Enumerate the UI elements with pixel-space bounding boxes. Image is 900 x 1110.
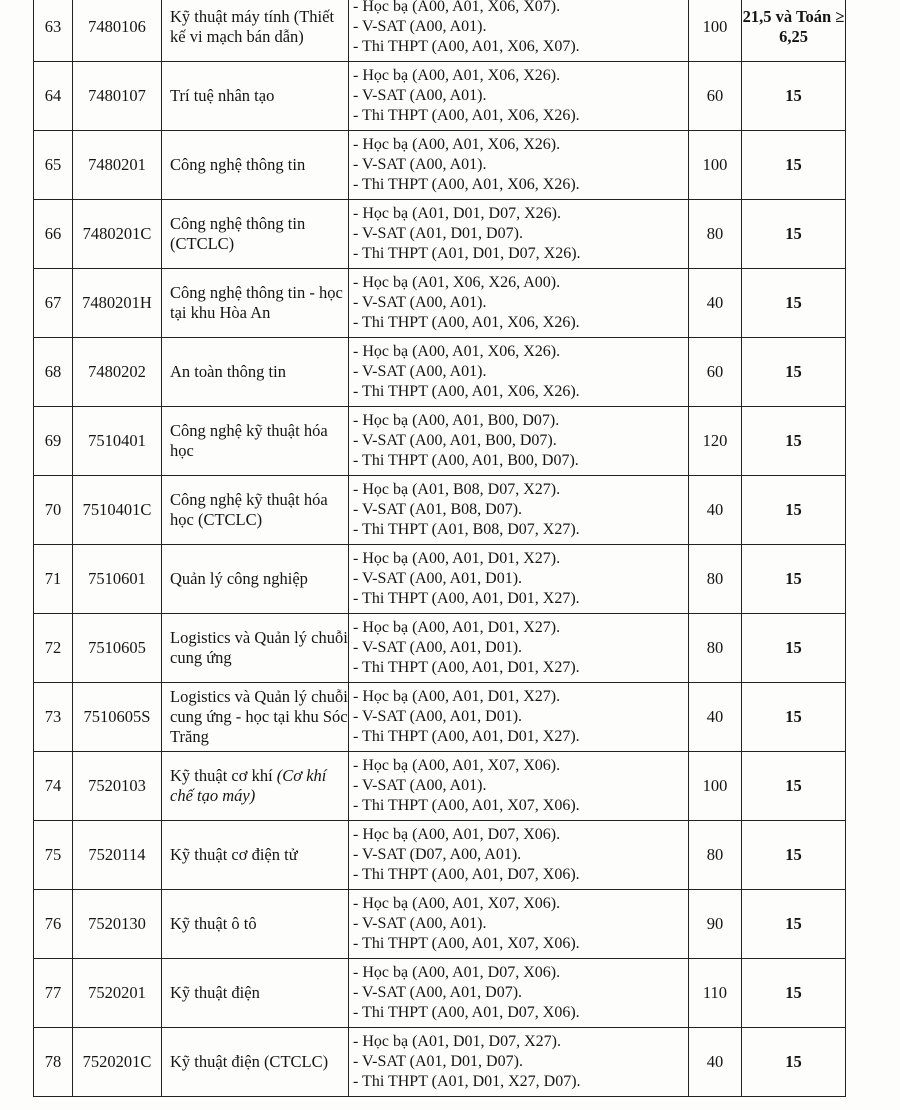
major-code: 7480202 <box>73 338 162 407</box>
admission-methods <box>349 62 689 131</box>
major-name: Kỹ thuật điện (CTCLC) <box>162 1028 349 1097</box>
table-row <box>34 407 846 476</box>
method-line: - Thi THPT (A01, D01, X27, D07). <box>353 1073 581 1090</box>
method-line: - V-SAT (D07, A00, A01). <box>353 846 522 863</box>
quota: 110 <box>689 959 742 1028</box>
method-line: - Học bạ (A00, A01, X07, X06). <box>353 757 561 774</box>
quota: 80 <box>689 821 742 890</box>
major-code: 7510605S <box>73 683 162 752</box>
table-row <box>34 890 846 959</box>
admission-table <box>33 0 846 1097</box>
admission-methods <box>349 752 689 821</box>
method-line: - V-SAT (A00, A01). <box>353 18 487 35</box>
major-name: An toàn thông tin <box>162 338 349 407</box>
table-row <box>34 959 846 1028</box>
min-score: 15 <box>742 545 846 614</box>
table-row <box>34 338 846 407</box>
admission-methods <box>349 890 689 959</box>
major-code: 7520103 <box>73 752 162 821</box>
row-number: 72 <box>34 614 73 683</box>
method-line: - Học bạ (A00, A01, D01, X27). <box>353 550 561 567</box>
min-score: 15 <box>742 338 846 407</box>
table-row <box>34 62 846 131</box>
row-number: 68 <box>34 338 73 407</box>
row-number: 74 <box>34 752 73 821</box>
min-score: 15 <box>742 131 846 200</box>
method-line: - Thi THPT (A00, A01, D01, X27). <box>353 728 580 745</box>
major-code: 7480106 <box>73 0 162 62</box>
major-name: Công nghệ thông tin (CTCLC) <box>162 200 349 269</box>
major-name-specialization: (Cơ khí chế tạo máy) <box>170 766 327 805</box>
method-line: - Thi THPT (A00, A01, X07, X06). <box>353 935 580 952</box>
admission-methods <box>349 821 689 890</box>
quota: 40 <box>689 269 742 338</box>
major-code: 7520114 <box>73 821 162 890</box>
method-line: - Thi THPT (A00, A01, D07, X06). <box>353 866 580 883</box>
row-number: 64 <box>34 62 73 131</box>
table-row <box>34 545 846 614</box>
method-line: - Học bạ (A00, A01, D07, X06). <box>353 964 561 981</box>
table-body <box>34 0 846 1097</box>
major-code: 7510401 <box>73 407 162 476</box>
quota: 100 <box>689 752 742 821</box>
method-line: - V-SAT (A00, A01). <box>353 87 487 104</box>
row-number: 69 <box>34 407 73 476</box>
table-row <box>34 821 846 890</box>
method-line: - V-SAT (A00, A01). <box>353 363 487 380</box>
quota: 100 <box>689 131 742 200</box>
table-row <box>34 200 846 269</box>
quota: 60 <box>689 338 742 407</box>
major-code: 7520201C <box>73 1028 162 1097</box>
major-code: 7480201C <box>73 200 162 269</box>
row-number: 73 <box>34 683 73 752</box>
method-line: - V-SAT (A00, A01, D01). <box>353 570 523 587</box>
admission-methods <box>349 200 689 269</box>
admission-methods <box>349 614 689 683</box>
method-line: - Học bạ (A00, A01, D01, X27). <box>353 688 561 705</box>
row-number: 65 <box>34 131 73 200</box>
min-score: 15 <box>742 62 846 131</box>
row-number: 71 <box>34 545 73 614</box>
major-name: Công nghệ kỹ thuật hóa học <box>162 407 349 476</box>
method-line: - V-SAT (A01, D01, D07). <box>353 225 523 242</box>
major-code: 7520130 <box>73 890 162 959</box>
major-name <box>162 752 349 821</box>
row-number: 77 <box>34 959 73 1028</box>
major-code: 7510401C <box>73 476 162 545</box>
method-line: - V-SAT (A01, D01, D07). <box>353 1053 523 1070</box>
method-line: - Thi THPT (A01, B08, D07, X27). <box>353 521 580 538</box>
admission-methods <box>349 1028 689 1097</box>
method-line: - Học bạ (A00, A01, D01, X27). <box>353 619 561 636</box>
quota: 60 <box>689 62 742 131</box>
method-line: - Thi THPT (A01, D01, D07, X26). <box>353 245 581 262</box>
major-code: 7520201 <box>73 959 162 1028</box>
row-number: 70 <box>34 476 73 545</box>
admission-methods <box>349 959 689 1028</box>
major-name: Kỹ thuật cơ điện tử <box>162 821 349 890</box>
min-score: 15 <box>742 959 846 1028</box>
method-line: - V-SAT (A00, A01). <box>353 294 487 311</box>
method-line: - V-SAT (A00, A01, D01). <box>353 639 523 656</box>
method-line: - Học bạ (A00, A01, B00, D07). <box>353 412 560 429</box>
method-line: - Thi THPT (A00, A01, B00, D07). <box>353 452 579 469</box>
method-line: - Thi THPT (A00, A01, X06, X26). <box>353 176 580 193</box>
table-row <box>34 476 846 545</box>
major-name: Logistics và Quản lý chuỗi cung ứng - học tại khu Sóc Trăng <box>162 683 349 752</box>
table-row <box>34 752 846 821</box>
quota: 90 <box>689 890 742 959</box>
major-code: 7480107 <box>73 62 162 131</box>
min-score: 15 <box>742 752 846 821</box>
table-row <box>34 1028 846 1097</box>
method-line: - Thi THPT (A00, A01, D01, X27). <box>353 590 580 607</box>
major-code: 7480201H <box>73 269 162 338</box>
table-row <box>34 131 846 200</box>
method-line: - Học bạ (A00, A01, X06, X26). <box>353 136 561 153</box>
admission-methods <box>349 338 689 407</box>
row-number: 75 <box>34 821 73 890</box>
major-name: Logistics và Quản lý chuỗi cung ứng <box>162 614 349 683</box>
method-line: - Học bạ (A01, X06, X26, A00). <box>353 274 561 291</box>
quota: 40 <box>689 476 742 545</box>
method-line: - V-SAT (A00, A01). <box>353 156 487 173</box>
method-line: - Thi THPT (A00, A01, X06, X26). <box>353 107 580 124</box>
row-number: 66 <box>34 200 73 269</box>
table-row <box>34 614 846 683</box>
row-number: 76 <box>34 890 73 959</box>
method-line: - Học bạ (A01, D01, D07, X27). <box>353 1033 561 1050</box>
min-score: 15 <box>742 269 846 338</box>
method-line: - Học bạ (A00, A01, X06, X26). <box>353 67 561 84</box>
row-number: 67 <box>34 269 73 338</box>
min-score: 15 <box>742 614 846 683</box>
admission-methods <box>349 407 689 476</box>
major-name: Trí tuệ nhân tạo <box>162 62 349 131</box>
min-score: 21,5 và Toán ≥ 6,25 <box>742 0 846 62</box>
major-name: Công nghệ kỹ thuật hóa học (CTCLC) <box>162 476 349 545</box>
major-code: 7480201 <box>73 131 162 200</box>
major-name: Quản lý công nghiệp <box>162 545 349 614</box>
min-score: 15 <box>742 407 846 476</box>
method-line: - Học bạ (A00, A01, X06, X26). <box>353 343 561 360</box>
major-name: Kỹ thuật máy tính (Thiết kế vi mạch bán dẫn) <box>162 0 349 62</box>
admission-methods <box>349 131 689 200</box>
table-row <box>34 0 846 62</box>
quota: 80 <box>689 545 742 614</box>
row-number: 63 <box>34 0 73 62</box>
method-line: - V-SAT (A00, A01, D07). <box>353 984 523 1001</box>
admission-methods <box>349 269 689 338</box>
method-line: - V-SAT (A00, A01). <box>353 915 487 932</box>
table-row <box>34 683 846 752</box>
min-score: 15 <box>742 476 846 545</box>
quota: 80 <box>689 200 742 269</box>
method-line: - V-SAT (A00, A01, B00, D07). <box>353 432 557 449</box>
quota: 100 <box>689 0 742 62</box>
table-row <box>34 269 846 338</box>
major-name: Kỹ thuật điện <box>162 959 349 1028</box>
method-line: - Học bạ (A00, A01, X06, X07). <box>353 0 561 15</box>
method-line: - V-SAT (A01, B08, D07). <box>353 501 523 518</box>
min-score: 15 <box>742 683 846 752</box>
quota: 80 <box>689 614 742 683</box>
major-name-main: Kỹ thuật cơ khí <box>170 766 273 785</box>
min-score: 15 <box>742 1028 846 1097</box>
admission-methods <box>349 683 689 752</box>
quota: 40 <box>689 683 742 752</box>
method-line: - Học bạ (A01, D01, D07, X26). <box>353 205 561 222</box>
method-line: - Thi THPT (A00, A01, D07, X06). <box>353 1004 580 1021</box>
method-line: - Thi THPT (A00, A01, X06, X26). <box>353 314 580 331</box>
method-line: - Thi THPT (A00, A01, X06, X07). <box>353 38 580 55</box>
method-line: - V-SAT (A00, A01). <box>353 777 487 794</box>
method-line: - Thi THPT (A00, A01, D01, X27). <box>353 659 580 676</box>
admission-methods <box>349 476 689 545</box>
min-score: 15 <box>742 821 846 890</box>
method-line: - Học bạ (A00, A01, D07, X06). <box>353 826 561 843</box>
major-name: Công nghệ thông tin <box>162 131 349 200</box>
method-line: - V-SAT (A00, A01, D01). <box>353 708 523 725</box>
row-number: 78 <box>34 1028 73 1097</box>
method-line: - Học bạ (A00, A01, X07, X06). <box>353 895 561 912</box>
major-code: 7510601 <box>73 545 162 614</box>
admission-methods <box>349 0 689 62</box>
admission-methods <box>349 545 689 614</box>
method-line: - Học bạ (A01, B08, D07, X27). <box>353 481 561 498</box>
method-line: - Thi THPT (A00, A01, X07, X06). <box>353 797 580 814</box>
quota: 120 <box>689 407 742 476</box>
quota: 40 <box>689 1028 742 1097</box>
major-name: Công nghệ thông tin - học tại khu Hòa An <box>162 269 349 338</box>
min-score: 15 <box>742 200 846 269</box>
method-line: - Thi THPT (A00, A01, X06, X26). <box>353 383 580 400</box>
major-name: Kỹ thuật ô tô <box>162 890 349 959</box>
min-score: 15 <box>742 890 846 959</box>
major-code: 7510605 <box>73 614 162 683</box>
